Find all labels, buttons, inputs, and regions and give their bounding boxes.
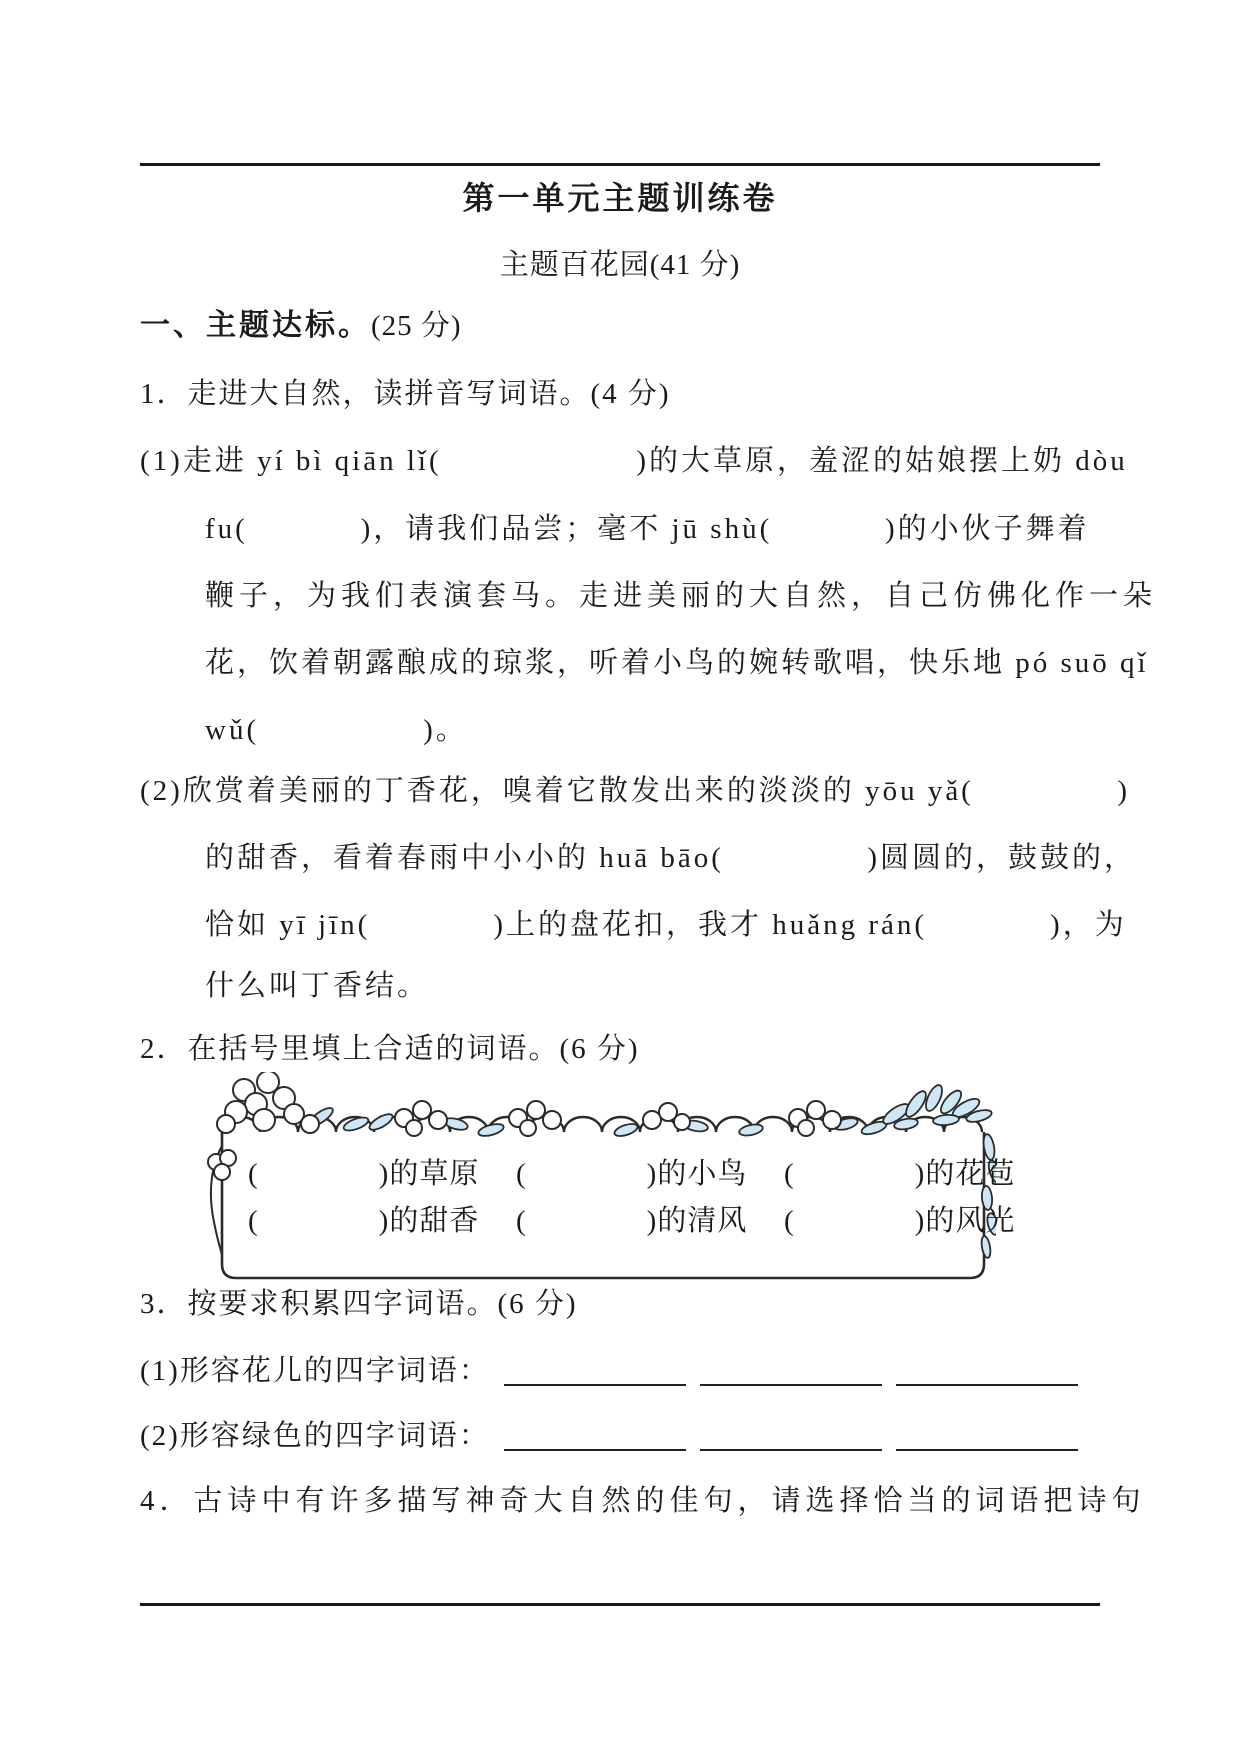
q1-para1-line3: 鞭子，为我们表演套马。走进美丽的大自然，自己仿佛化作一朵	[205, 580, 1158, 612]
q1-para1-line1: (1)走进 yí bì qiān lǐ( )的大草原，羞涩的姑娘摆上奶 dòu	[140, 445, 1128, 477]
section-1-score: (25 分)	[371, 310, 462, 342]
bottom-rule	[140, 1603, 1100, 1606]
box-cell: ( )的清风	[516, 1205, 748, 1237]
question-3-label: 3．按要求积累四字词语。(6 分)	[140, 1288, 578, 1320]
q1-para2-line2: 的甜香，看着春雨中小小的 huā bāo( )圆圆的，鼓鼓的，	[205, 842, 1137, 874]
answer-blank	[504, 1445, 686, 1451]
answer-blank	[700, 1380, 882, 1386]
q3-sub-1-label: (1)形容花儿的四字词语：	[140, 1355, 490, 1387]
answer-blank	[896, 1380, 1078, 1386]
page-subtitle: 主题百花园(41 分)	[499, 249, 741, 281]
box-cell: ( )的甜香	[248, 1205, 480, 1237]
q3-sub-2-label: (2)形容绿色的四字词语：	[140, 1420, 490, 1452]
answer-blank	[504, 1380, 686, 1386]
box-cell: ( )的花苞	[784, 1158, 1016, 1190]
box-row-2	[248, 1198, 1015, 1239]
q1-para1-line2: fu( )，请我们品尝；毫不 jū shù( )的小伙子舞着	[205, 513, 1090, 545]
box-cell: ( )的风光	[784, 1205, 1016, 1237]
answer-blank	[700, 1445, 882, 1451]
q3-sub-1	[140, 1353, 1078, 1389]
question-1-label: 1．走进大自然，读拼音写词语。(4 分)	[140, 378, 671, 410]
page-title: 第一单元主题训练卷	[462, 180, 778, 216]
q3-sub-2	[140, 1418, 1078, 1454]
question-2-label: 2．在括号里填上合适的词语。(6 分)	[140, 1033, 640, 1065]
question-4-label: 4．古诗中有许多描写神奇大自然的佳句，请选择恰当的词语把诗句	[140, 1485, 1146, 1517]
box-cell: ( )的草原	[248, 1158, 480, 1190]
box-cell: ( )的小鸟	[516, 1158, 748, 1190]
answer-blank	[896, 1445, 1078, 1451]
section-1-heading-row	[140, 308, 462, 344]
box-row-1	[248, 1151, 1015, 1192]
section-1-heading: 一、主题达标。	[140, 309, 371, 342]
q1-para1-line5: wǔ( )。	[205, 714, 468, 746]
q1-para2-line1: (2)欣赏着美丽的丁香花，嗅着它散发出来的淡淡的 yōu yǎ( )	[140, 775, 1131, 807]
q1-para1-line4: 花，饮着朝露酿成的琼浆，听着小鸟的婉转歌唱，快乐地 pó suō qǐ	[205, 647, 1149, 679]
top-rule	[140, 163, 1100, 166]
q1-para2-line4: 什么叫丁香结。	[205, 970, 430, 1002]
q1-para2-line3: 恰如 yī jīn( )上的盘花扣，我才 huǎng rán( )，为	[205, 909, 1127, 941]
